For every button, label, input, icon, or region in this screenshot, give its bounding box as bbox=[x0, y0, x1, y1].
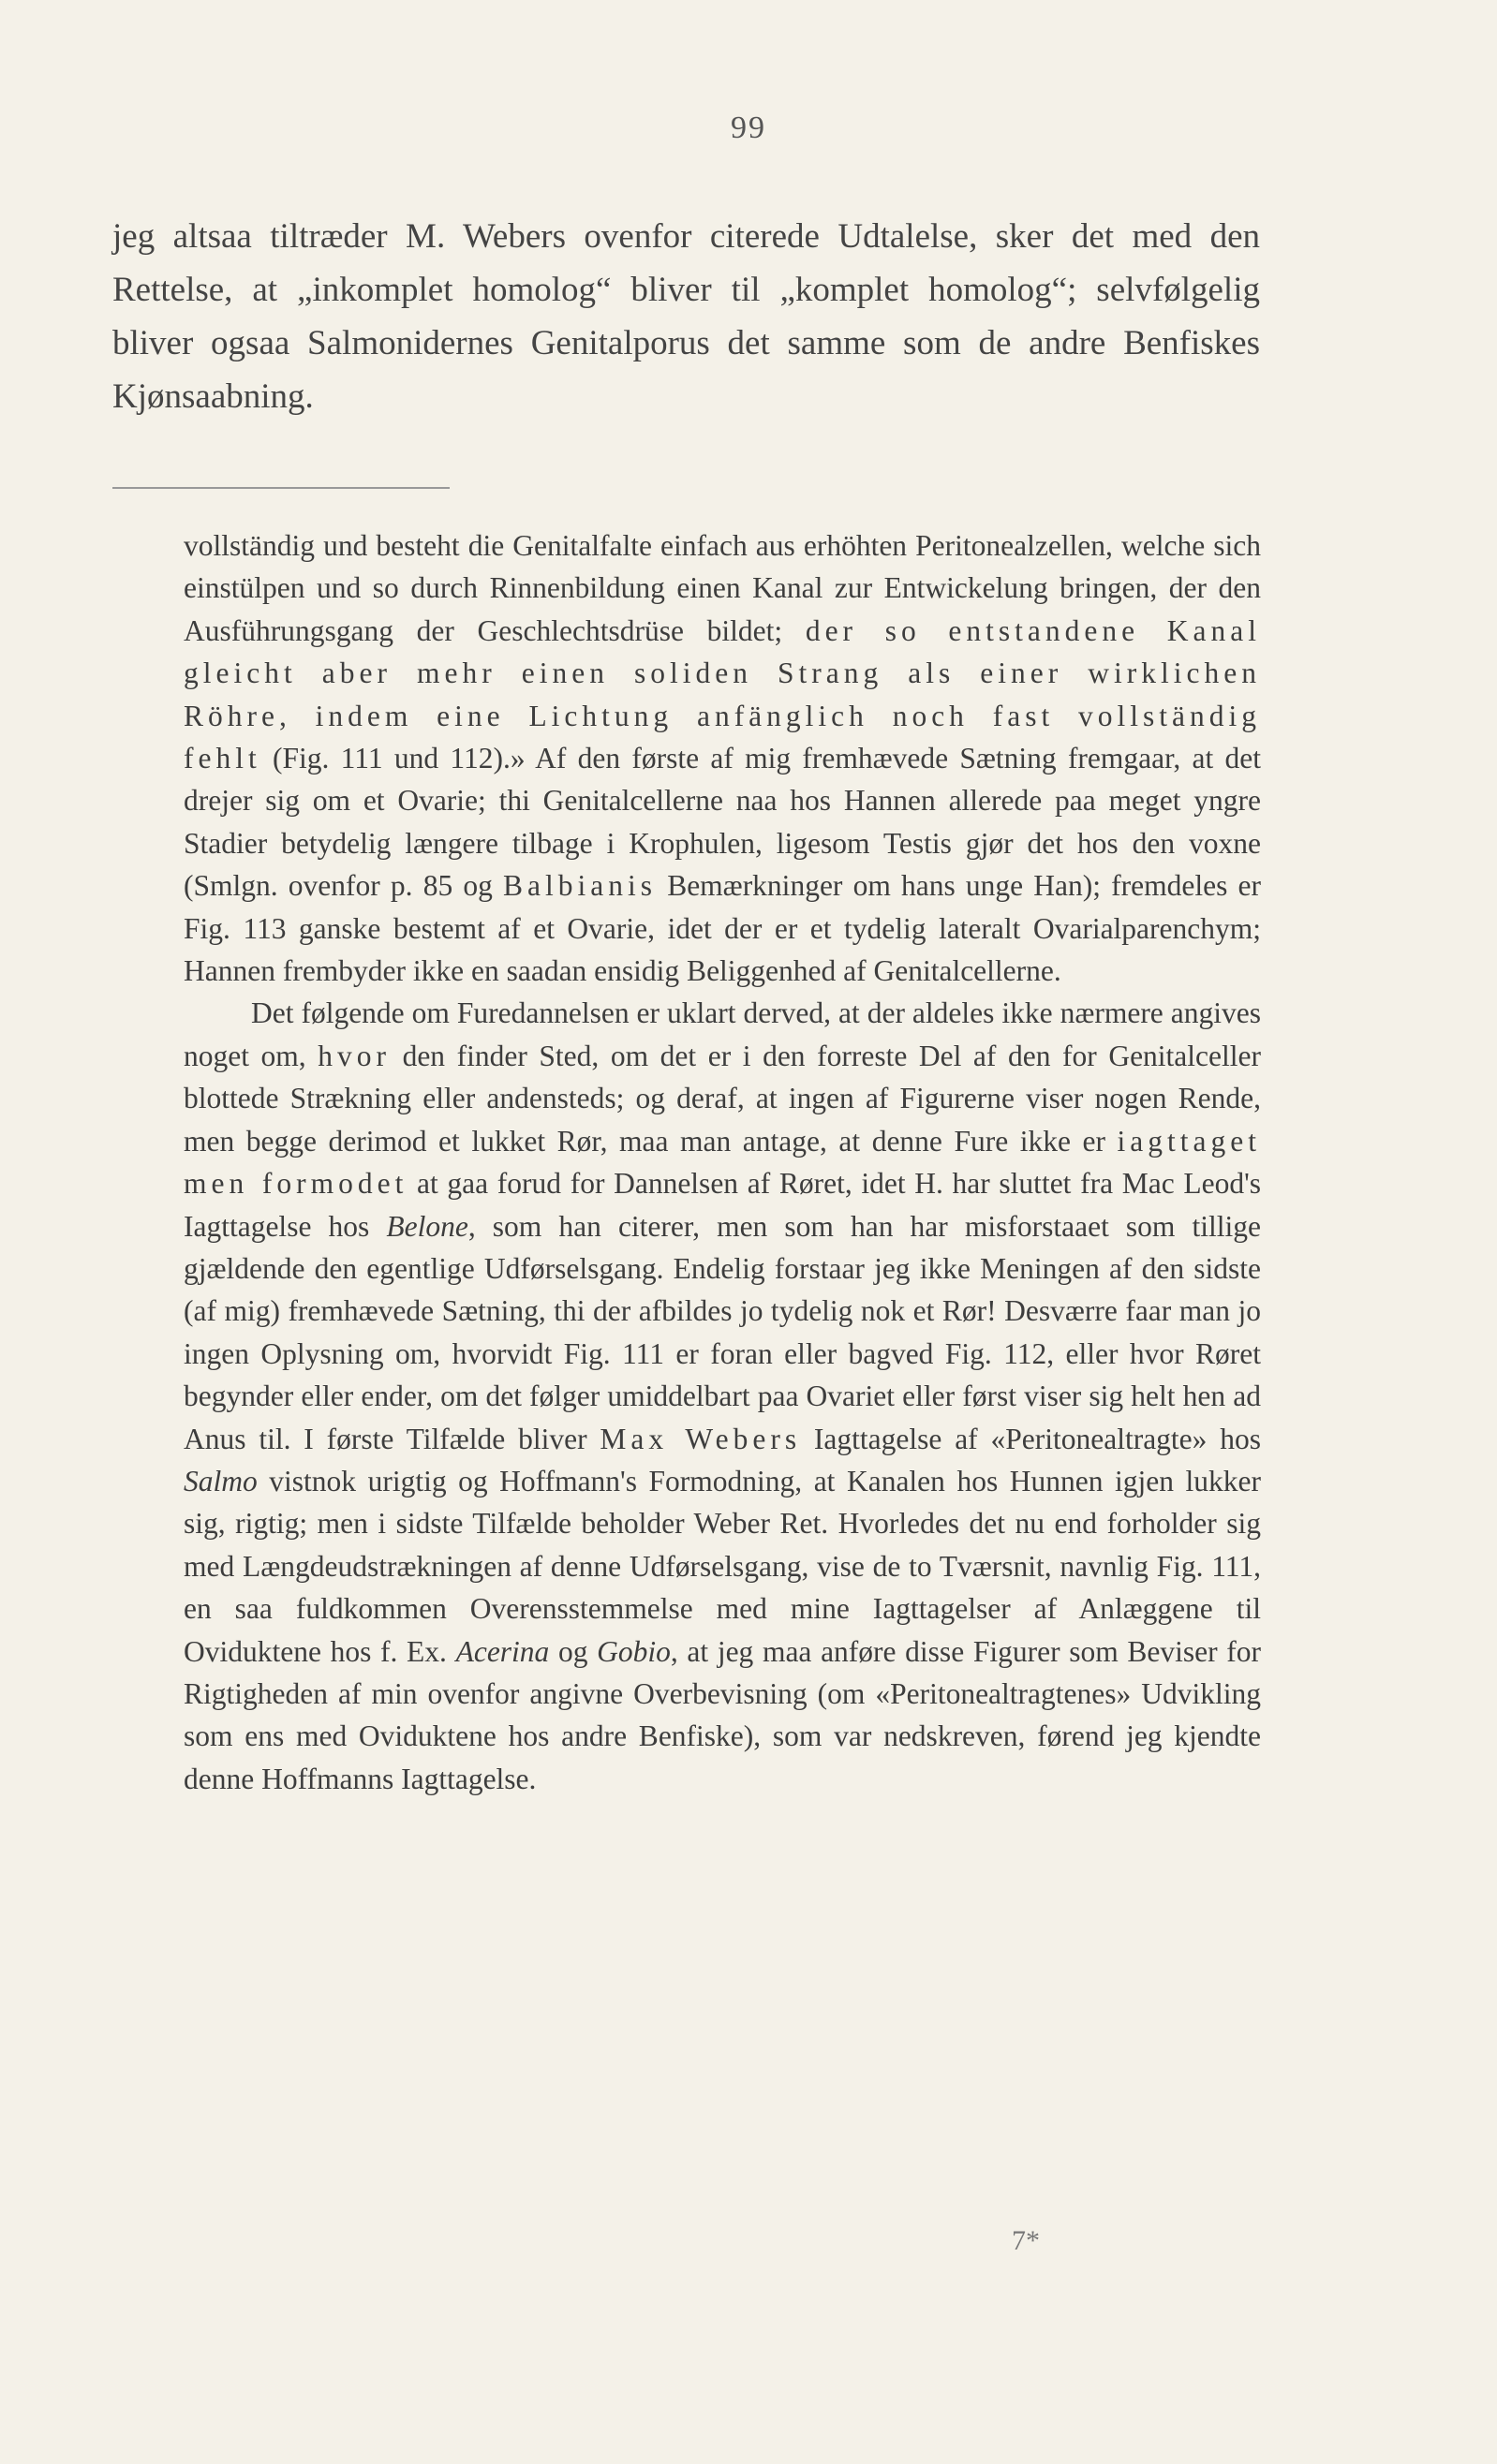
footnote-text: den finder Sted, om det er i den forreste Del af den for Genitalceller blottede Strækning eller andensteds; og deraf, at ingen af Figurerne viser nogen Rende, men begge derimod et lukket Rør, maa man antage, at denne Fure ikke er bbox=[184, 1039, 1261, 1158]
genus-salmo: Salmo bbox=[184, 1464, 258, 1498]
main-text-block bbox=[112, 210, 1260, 423]
author-name-max-weber: Max Webers bbox=[600, 1422, 802, 1455]
author-name-balbiani: Balbianis bbox=[503, 869, 658, 903]
main-paragraph-text: jeg altsaa tiltræder M. Webers ovenfor citerede Udtalelse, sker det med den Rettelse, at „inkomplet homolog“ bliver til „komplet homolog“; selvfølgelig bliver ogsaa Salmonidernes Genitalporus det samme som de andre Benfiskes Kjønsaabning. bbox=[112, 217, 1260, 416]
genus-acerina: Acerina bbox=[455, 1634, 550, 1668]
footnote-text: , at jeg maa anføre disse Figurer som Beviser for Rigtigheden af min ovenfor angivne Overbevisning (om «Peritonealtragtenes» Udvikling som ens med Oviduktene hos andre Benfiske), som var nedskreven, førend jeg kjendte denne Hoffmanns Iagttagelse. bbox=[184, 1634, 1261, 1795]
footnote-spaced-quote: der so entstandene Kanal gleicht aber mehr einen soliden Strang als einer wirklichen Röhre, indem eine Lichtung anfänglich noch fast vollständig fehlt bbox=[184, 613, 1261, 775]
footnote-text: Iagttagelse af «Peritonealtragte» hos bbox=[801, 1422, 1262, 1455]
genus-gobio: Gobio bbox=[597, 1634, 671, 1668]
signature-mark: 7* bbox=[1012, 2225, 1040, 2256]
footnote-spaced-word: hvor bbox=[318, 1039, 391, 1072]
page-number: 99 bbox=[731, 111, 766, 145]
footnote-text: Det følgende om Furedannelsen er uklart derved, at der aldeles ikke nærmere angives noget om, bbox=[184, 996, 1261, 1072]
footnote-text: , som han citerer, men som han har misforstaaet som tillige gjældende den egentlige Udførselsgang. Endelig forstaar jeg ikke Meningen af den sidste (af mig) fremhævede Sætning, thi der afbildes jo tydelig nok et Rør! Desværre faar man jo ingen Oplysning om, hvorvidt Fig. 111 er foran eller bagved Fig. 112, eller hvor Røret begynder eller ender, om det følger umiddelbart paa Ovariet eller først viser sig helt hen ad Anus til. I første Tilfælde bliver bbox=[184, 1209, 1261, 1455]
genus-belone: Belone bbox=[386, 1209, 468, 1243]
footnote-text: at gaa forud for Dannelsen af Røret, idet H. har sluttet fra Mac Leod's Iagttagelse hos bbox=[184, 1167, 1261, 1243]
footnote-text: og bbox=[549, 1634, 598, 1668]
footnote-paragraph-2 bbox=[184, 992, 1261, 1800]
footnote-block bbox=[184, 524, 1261, 1800]
footnote-text: Bemærkninger om hans unge Han); fremdeles er Fig. 113 ganske bestemt af et Ovarie, idet der er et tydelig lateralt Ovarialparenchym; Hannen frembyder ikke en saadan ensidig Beliggenhed af Genitalcellerne. bbox=[184, 869, 1261, 988]
footnote-text: vistnok urigtig og Hoffmann's Formodning, at Kanalen hos Hunnen igjen lukker sig, rigtig; men i sidste Tilfælde beholder Weber Ret. Hvorledes det nu end forholder sig med Længdeudstrækningen af denne Udførselsgang, vise de to Tværsnit, navnlig Fig. 111, en saa fuldkommen Overensstemmelse med mine Iagttagelser af Anlæggene til Oviduktene hos f. Ex. bbox=[184, 1464, 1261, 1668]
footnote-divider bbox=[112, 487, 450, 489]
footnote-spaced-phrase: iagttaget men formodet bbox=[184, 1124, 1261, 1201]
footnote-paragraph-1 bbox=[184, 524, 1261, 992]
footnote-text: vollständig und besteht die Genitalfalte einfach aus erhöhten Peritonealzellen, welche sich einstülpen und so durch Rinnenbildung einen Kanal zur Entwickelung bringen, der den Ausführungsgang der Geschlechtsdrüse bildet; bbox=[184, 529, 1261, 647]
main-paragraph bbox=[112, 210, 1260, 423]
footnote-text: (Fig. 111 und 112).» Af den første af mig fremhævede Sætning fremgaar, at det drejer sig om et Ovarie; thi Genitalcellerne naa hos Hannen allerede paa meget yngre Stadier betydelig længere tilbage i Krophulen, ligesom Testis gjør det hos den voxne (Smlgn. ovenfor p. 85 og bbox=[184, 742, 1261, 903]
